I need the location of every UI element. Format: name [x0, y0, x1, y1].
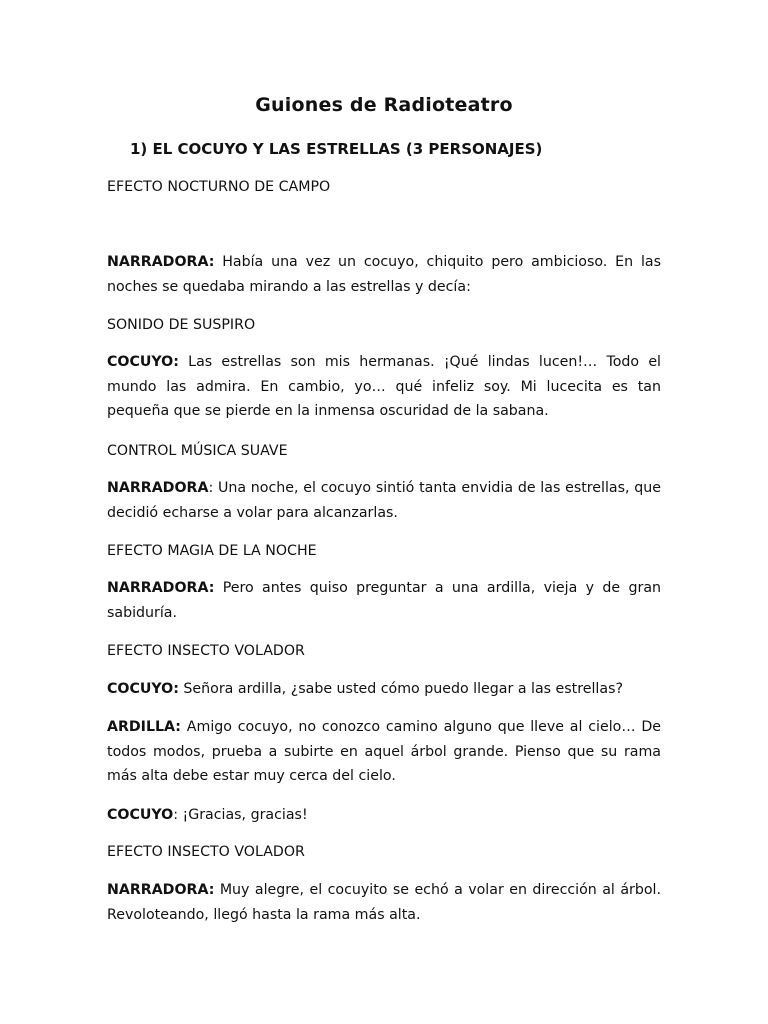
speaker-name: NARRADORA: [107, 882, 215, 898]
dialogue-line-4 [107, 576, 661, 625]
effect-text: SONIDO DE SUSPIRO [107, 317, 256, 333]
effect-line-3 [107, 439, 661, 464]
document-title: Guiones de Radioteatro [255, 94, 513, 116]
dialogue-text: Amigo cocuyo, no conozco camino alguno que lleve al cielo… De todos modos, prueba a subirte en aquel árbol grande. Pienso que su rama más alta debe estar muy cerca del cielo. [107, 719, 661, 784]
dialogue-text: Había una vez un cocuyo, chiquito pero ambicioso. En las noches se quedaba mirando a las estrellas y decía: [107, 254, 661, 295]
effect-line-4 [107, 539, 661, 564]
effect-text: EFECTO MAGIA DE LA NOCHE [107, 543, 317, 559]
speaker-name: COCUYO [107, 807, 174, 823]
effect-line-1 [107, 175, 661, 200]
effect-text: EFECTO NOCTURNO DE CAMPO [107, 179, 331, 195]
speaker-name: COCUYO: [107, 681, 179, 697]
dialogue-text: Las estrellas son mis hermanas. ¡Qué lindas lucen!… Todo el mundo las admira. En cambio, yo… qué infeliz soy. Mi lucecita es tan pequeña que se pierde en la inmensa oscuridad de la sabana. [107, 354, 661, 419]
effect-text: CONTROL MÚSICA SUAVE [107, 443, 288, 459]
dialogue-line-6 [107, 715, 661, 789]
dialogue-text: : Una noche, el cocuyo sintió tanta envidia de las estrellas, que decidió echarse a volar para alcanzarlas. [107, 480, 661, 521]
speaker-name: ARDILLA: [107, 719, 181, 735]
dialogue-text: : ¡Gracias, gracias! [173, 807, 308, 823]
dialogue-line-8 [107, 878, 661, 927]
dialogue-text: Señora ardilla, ¿sabe usted cómo puedo llegar a las estrellas? [178, 681, 623, 697]
dialogue-line-2 [107, 350, 661, 424]
effect-text: EFECTO INSECTO VOLADOR [107, 643, 305, 659]
dialogue-line-7 [107, 803, 661, 828]
dialogue-text: Pero antes quiso preguntar a una ardilla, vieja y de gran sabiduría. [107, 580, 661, 621]
effect-line-2 [107, 313, 661, 338]
dialogue-line-1 [107, 250, 661, 299]
speaker-name: NARRADORA [107, 480, 209, 496]
script-heading: 1) EL COCUYO Y LAS ESTRELLAS (3 PERSONAJES) [130, 140, 543, 158]
dialogue-line-3 [107, 476, 661, 525]
effect-line-6 [107, 840, 661, 865]
speaker-name: NARRADORA: [107, 254, 215, 270]
speaker-name: COCUYO: [107, 354, 179, 370]
speaker-name: NARRADORA: [107, 580, 215, 596]
effect-line-5 [107, 639, 661, 664]
dialogue-line-5 [107, 677, 661, 702]
dialogue-text: Muy alegre, el cocuyito se echó a volar en dirección al árbol. Revoloteando, llegó hasta la rama más alta. [107, 882, 661, 923]
effect-text: EFECTO INSECTO VOLADOR [107, 844, 305, 860]
